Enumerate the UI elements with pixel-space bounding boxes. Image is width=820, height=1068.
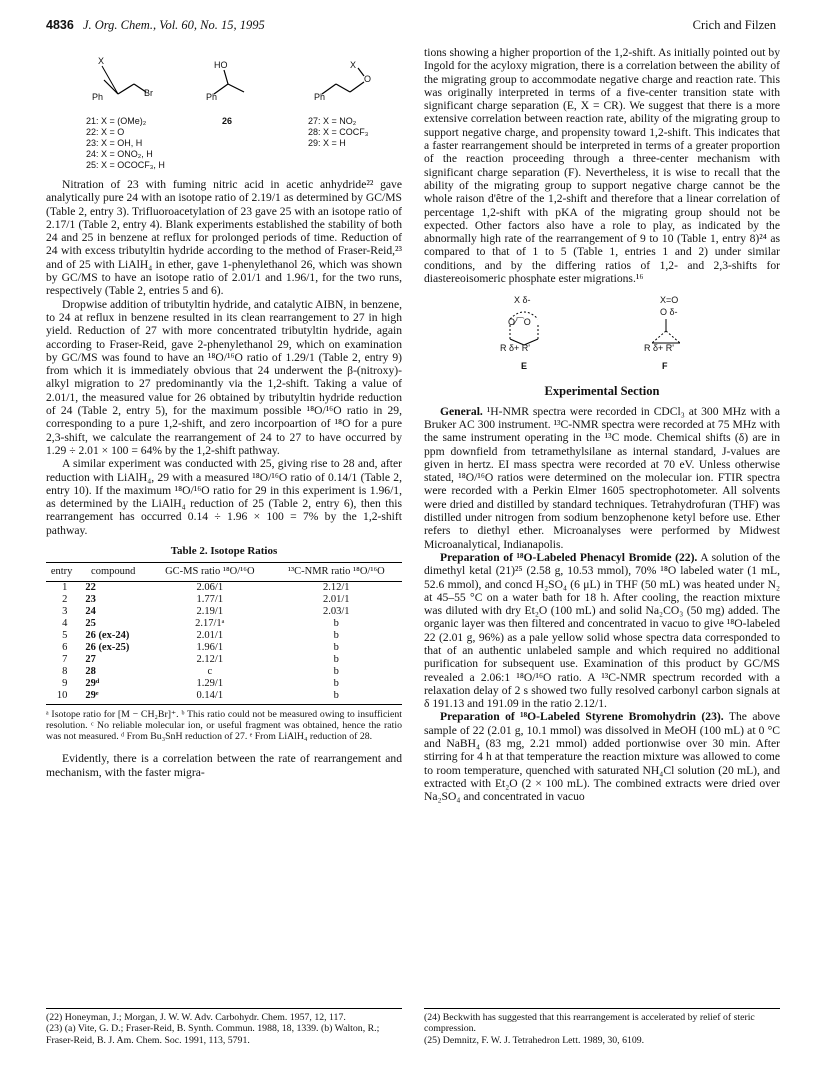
cell-nmr: b [333,665,339,677]
f-bottom-label: R δ+ R' [644,343,674,354]
right-column [424,46,780,1046]
table-row [46,654,402,666]
s1-x-label: X [98,56,105,66]
cell-compound: 26 (ex-24) [85,629,130,641]
cell-entry: 2 [62,593,68,605]
running-authors: Crich and Filzen [692,18,776,32]
left-paragraph-3: A similar experiment was conducted with 25, giving rise to 28 and, after reduction with LiAlH₄, 29 with a measured ¹⁸O/¹⁶O ratio of 0.14/1 (Table 2, entry 10). If the maximum ¹⁸O/¹⁶O ratio for 29 in this experiment is 1.96/1, as determined by the LiAlH₄ reduction of 25 (Table 2, entry 6), then this rearrangement has occurred 0.14 ÷ 1.96 × 100 = 7% by the 1,2-shift pathway. [46,457,402,537]
exp-general-text: ¹H-NMR spectra were recorded in CDCl₃ at 300 MHz with a Bruker AC 300 instrument. ¹³C-NMR spectra were recorded at 75 MHz with the same instrument operating in the ¹³C mode. Chemical shifts (δ) are in ppm downfield from tetramethylsilane as internal standard, J-values are given in hertz. EI mass spectra were recorded at 70 eV. Unless otherwise stated, ¹⁸O/¹⁶O ratios were determined on the molecular ion. FTIR spectra were recorded with a Perkin Elmer 1605 spectrophotometer. All solvents were dried and distilled by standard techniques. Tetrahydrofuran (THF) was distilled under nitrogen from sodium benzophenone ketyl before use. Ether refers to diethyl ether. Microanalyses were performed by Midwest Microanalytical, Indianapolis. [424,404,780,551]
cell-nmr: b [333,641,339,653]
cell-entry: 1 [62,581,68,593]
compound-25: 25: X = OCOCF₃, H [86,160,165,170]
cell-gcms: c [207,665,213,677]
exp-prep-22 [424,551,780,711]
s3-o-label: O [364,74,372,84]
table-row [46,690,402,705]
footnote-25: (25) Demnitz, F. W. J. Tetrahedron Lett. 1989, 30, 6109. [424,1034,645,1046]
s3-x-label: X [350,60,357,70]
table-row [46,581,402,594]
compound-21: 21: X = (OMe)₂ [86,116,147,126]
table-row [46,606,402,618]
s1-ph-label: Ph [92,92,104,102]
cell-compound: 26 (ex-25) [85,641,130,653]
page-header [46,18,776,34]
footnote-24: (24) Beckwith has suggested that this rearrangement is accelerated by relief of steric compression. [424,1011,755,1034]
compound-list-27-29 [308,116,368,149]
left-paragraph-2: Dropwise addition of tributyltin hydride, and catalytic AIBN, in benzene, to 24 at reflux in benzene resulted in its clean rearrangement to 27 in high yield. Reduction of 27 with more concentrated tributyltin hydride, again according to Fraser-Reid, gave 2-phenylethanol 29, which on examination by GC/MS was found to have an ¹⁸O/¹⁶O ratio of 1.29/1 (Table 2, entry 9) from which it is immediately obvious that 24 underwent the β-(nitroxy)-alkyl migration to 27 predominantly via the 1,2-shift. Taking a value of 2.01/1, the measured value for 26 obtained by tributyltin hydride reduction of 24 (Table 2, entry 5), for the maximum possible ¹⁸O/¹⁶O ratio in 29, corresponding to a pure 1,2-shift, and zero incorpoartion of ¹⁸O for a pure 2,3-shift, we calculate the rearrangement of 24 to 27 to have occurred by 1.29 ÷ 2.01 × 100 = 64% by the 1,2-shift pathway. [46,297,402,457]
cell-compound: 29ᵉ [77,690,149,705]
cell-compound: 25 [85,617,96,629]
cell-entry: 4 [62,617,68,629]
compound-27: 27: X = NO₂ [308,116,357,126]
footnote-22: (22) Honeyman, J.; Morgan, J. W. W. Adv. Carbohydr. Chem. 1957, 12, 117. [46,1011,346,1023]
cell-nmr: 2.03/1 [323,605,350,617]
exp-prep-23-head: Preparation of ¹⁸O-Labeled Styrene Bromohydrin (23). [440,710,724,724]
compound-29: 29: X = H [308,138,346,148]
e-top-label: X δ- [514,295,531,306]
cell-entry: 3 [62,605,68,617]
left-column [46,46,402,1046]
s3-ph-label: Ph [314,92,326,102]
section-title: Experimental Section [544,384,660,399]
cell-entry: 7 [62,653,68,665]
e-bottom-label: R δ+ R' [500,343,530,354]
table-caption: Table 2. Isotope Ratios [170,545,278,558]
s2-ph-label: Ph [206,92,218,102]
f-mid-label: O δ- [660,307,678,318]
exp-general [424,405,780,551]
cell-nmr: b [271,690,402,705]
f-label: F [662,361,668,372]
compound-28: 28: X = COCF₃ [308,127,369,137]
e-ring-label: O⁄⁀O [508,317,531,328]
table-row [46,594,402,606]
structure-scheme [46,46,402,178]
right-footnotes [424,1008,780,1047]
cell-gcms: 1.96/1 [196,641,224,653]
col-gcms: GC-MS ratio ¹⁸O/¹⁶O [149,563,270,581]
cell-entry: 6 [62,641,68,653]
compound-24: 24: X = ONO₂, H [86,149,153,159]
cell-entry: 9 [62,677,68,689]
isotope-ratio-table [46,562,402,704]
page-number: 4836 [46,18,74,32]
left-footnotes [46,1008,402,1047]
exp-prep-22-head: Preparation of ¹⁸O-Labeled Phenacyl Bromide (22). [440,550,698,564]
cell-gcms: 1.29/1 [196,677,224,689]
journal-citation: J. Org. Chem., Vol. 60, No. 15, 1995 [82,18,265,32]
compound-list-21-25 [86,116,165,171]
exp-prep-22-text: A solution of the dimethyl ketal (21)²⁵ (2.58 g, 10.53 mmol), 70% ¹⁸O labeled water (1 mL, 52.6 mmol), and concd H₂SO₄ (6 μL) in THF (50 mL) was heated under N₂ at 45–55 °C on a water bath for 18 h. After cooling, the reaction mixture was diluted with dry Et₂O (100 mL) and solid Na₂CO₃ (50 mg) added. The organic layer was then filtered and concentrated in vacuo to give ¹⁸O-labeled 22 (2.01 g, 96%) as a pale yellow solid whose spectra data corresponded to that of an authentic unlabeled sample and which required no additional purification for subsequent use. Examination of this product by GC/MS revealed a 2.06:1 ¹⁸O/¹⁶O ratio. A ¹³C-NMR spectrum recorded with a relaxation delay of 2 s showed two fully resolved carbonyl carbon signals at δ 191.13 and 191.09 in the ratio 2.12/1. [424,550,780,711]
compound-26: 26 [222,116,233,126]
compound-22: 22: X = O [86,127,125,137]
cell-gcms: 2.01/1 [196,629,224,641]
col-compound: compound [77,563,149,581]
cell-nmr: b [333,677,339,689]
exp-prep-23 [424,710,780,803]
cell-compound: 23 [85,593,96,605]
cell-gcms: 0.14/1 [149,690,270,705]
cell-compound: 22 [85,581,96,593]
table-row [46,642,402,654]
cell-gcms: 2.19/1 [196,605,224,617]
cell-entry: 5 [62,629,68,641]
cell-entry: 10 [46,690,77,705]
cell-nmr: b [333,653,339,665]
col-nmr: ¹³C-NMR ratio ¹⁸O/¹⁶O [271,563,402,581]
table-row [46,630,402,642]
cell-nmr: 2.12/1 [323,581,350,593]
table-row [46,666,402,678]
cell-nmr: 2.01/1 [323,593,350,605]
cell-gcms: 2.12/1 [196,653,224,665]
left-paragraph-1: Nitration of 23 with fuming nitric acid in acetic anhydride²² gave analytically pure 24 with an isotope ratio of 2.19/1 as determined by GC/MS (Table 2, entry 3). Trifluoroacetylation of 23 gave 25 with an isotope ratio of 2.17/1 (Table 2, entry 4). Blank experiments established the stability of both 24 and 25 in benzene at reflux for prolonged periods of time. Reduction of 24 with excess tributyltin hydride according to the method of Fraser-Reid,²³ and of 25 with LiAlH₄ in ether, gave 1-phenylethanol 26, which was shown by GC/MS to have an isotope ratio of 2.01/1 and 1.96/1, for the two runs, respectively (Table 2, entries 5 and 6). [46,178,402,298]
right-paragraph-1: tions showing a higher proportion of the 1,2-shift. As initially pointed out by Ingold for the acyloxy migration, there is a correlation between the ability of the migrating group to accommodate negative charge and reaction rate. This was originally interpreted in terms of a five-center transition state with significant charge separation (E, X = CR). We suggest that there is a more extensive correlation between reaction rate, ability of the migrating group to support negative charge, and propensity toward 1,2-shift. This indicates that a faster rearrangement should be interpreted in terms of a greater proportion of the reaction proceeding through a three-center mechanism with significant charge separation (F). Nevertheless, it is wise to recall that the ability of the migrating group to support negative charge cannot be the whole raison d'être of the 1,2-shift and therefore that a linear correlation of percentage 1,2-shift with pKA of the migrating group should not be expected. Other factors also have a role to play, as indicated by the abnormally high rate of the rearrangement of 9 to 10 (Table 1, entry 8)²⁴ as compared to that of 1 to 5 (Table 1, entries 1 and 2) under similar conditions, and by the differing ratios of 1,2- and 2,3-shifts for diastereoisomeric phosphate ester migrations.¹⁶ [424,46,780,286]
cell-compound: 28 [85,665,96,677]
table-body [46,581,402,704]
cell-gcms: 1.77/1 [196,593,224,605]
cell-gcms: 2.17/1ᵃ [195,617,225,629]
transition-states [424,285,780,377]
exp-prep-23-text: The above sample of 22 (2.01 g, 10.1 mmol) was dissolved in MeOH (100 mL) at 0 °C and NaBH₄ (83 mg, 2.21 mmol) added portionwise over 30 min. After stirring for 4 h at that temperature the reaction mixture was allowed to come to room temperature, quenched with saturated NH₄Cl solution (20 mL), and extracted with Et₂O (2 × 100 mL). The combined extracts were dried over Na₂SO₄ and concentrated in vacuo [424,710,780,804]
e-label: E [521,361,528,372]
table-row [46,678,402,690]
table-row [46,618,402,630]
compound-23: 23: X = OH, H [86,138,143,148]
cell-nmr: b [333,617,339,629]
s2-ho-label: HO [214,60,228,70]
col-entry: entry [46,563,77,581]
transition-state-drawing [424,285,780,377]
cell-compound: 27 [85,653,96,665]
cell-gcms: 2.06/1 [196,581,224,593]
f-top-label: X=O [660,295,679,306]
cell-compound: 29ᵈ [85,677,100,689]
cell-compound: 24 [85,605,96,617]
exp-general-head: General. [440,404,483,418]
table-footnote: ᵃ Isotope ratio for [M − CH₂Br]⁺. ᵇ This ratio could not be measured owing to insufficient resolution. ᶜ No reliable molecular ion, or useful fragment was obtained, hence the ratio was not measured. ᵈ From Bu₃SnH reduction of 27. ᵉ From LiAlH₄ reduction of 28. [46,708,402,743]
cell-entry: 8 [62,665,68,677]
left-paragraph-4: Evidently, there is a correlation between the rate of rearrangement and mechanism, with the faster migra- [46,752,402,779]
s1-br-label: Br [144,88,153,98]
cell-nmr: b [333,629,339,641]
footnote-23: (23) (a) Vite, G. D.; Fraser-Reid, B. Synth. Commun. 1988, 18, 1339. (b) Walton, R.; Fraser-Reid, B. J. Am. Chem. Soc. 1991, 113, 5791. [46,1023,380,1046]
